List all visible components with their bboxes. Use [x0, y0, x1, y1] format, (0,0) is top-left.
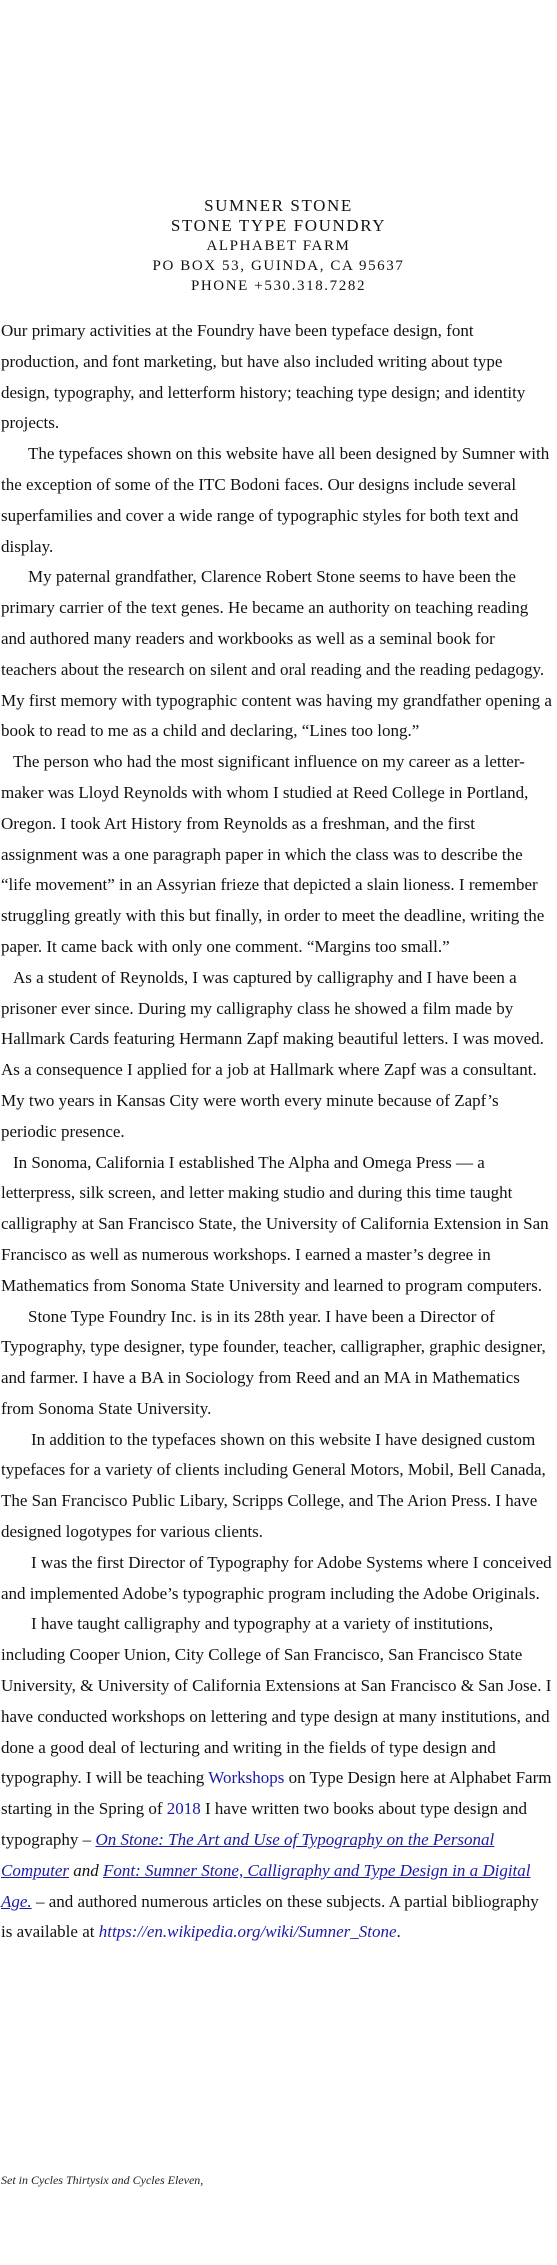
header-name: SUMNER STONE [204, 196, 353, 215]
paragraph-reynolds: The person who had the most significant influence on my career as a letter-maker was Lloyd Reynolds with whom I studied at Reed College in Portland, Oregon. I took Art History from Reynolds as a freshman, and the first assignment was a one paragraph paper in which the class was to describe the “life movement” in an Assyrian frieze that depicted a slain lioness. I remember struggling greatly with this but finally, in order to meet the deadline, writing the paper. It came back with only one comment. “Margins too small.” [1, 752, 545, 956]
paragraph-foundry: Stone Type Foundry Inc. is in its 28th year. I have been a Director of Typography, type designer, type founder, teacher, calligrapher, graphic designer, and farmer. I have a BA in Sociology from Reed and an MA in Mathematics from Sonoma State University. [1, 1306, 546, 1418]
wikipedia-link[interactable]: https://en.wikipedia.org/wiki/Sumner_Stone [98, 1922, 397, 1942]
book-link-on-stone[interactable]: On Stone: The Art and Use of Typography on the Personal Computer [1, 1830, 495, 1880]
paragraph-activities: Our primary activities at the Foundry have been typeface design, font production, and font marketing, but have also included writing about type design, typography, and letterform history; teaching type design; and identity projects. [1, 321, 526, 433]
teaching-text: I have taught calligraphy and typography at a variety of institutions, including Cooper Union, City College of San Francisco, San Francisco State University, & University of California Extensions at San Francisco & San Jose. I have conducted workshops on lettering and type design at many institutions, and done a good deal of lecturing and writing in the fields of type design and typography. I will be teaching [1, 1614, 552, 1788]
paragraph-adobe: I was the first Director of Typography for Adobe Systems where I conceived and implemented Adobe’s typographic program including the Adobe Originals. [1, 1552, 552, 1603]
paragraph-calligraphy: As a student of Reynolds, I was captured by calligraphy and I have been a prisoner ever since. During my calligraphy class he showed a film made by Hallmark Cards featuring Hermann Zapf making beautiful letters. I was moved. As a consequence I applied for a job at Hallmark where Zapf was a consultant. My two years in Kansas City were worth every minute because of Zapf’s periodic presence. [1, 967, 544, 1141]
about-text [1, 316, 554, 1948]
year-link[interactable]: 2018 [166, 1799, 201, 1819]
teaching-text-4: – and authored numerous articles on these subjects. A partial bibliography is available at [1, 1891, 539, 1942]
header-address: PO BOX 53, GUINDA, CA 95637 [152, 258, 405, 274]
header-company: STONE TYPE FOUNDRY [170, 216, 387, 235]
book-conjunction: and [69, 1860, 103, 1880]
teaching-text-2: on Type Design here at Alphabet Farm starting in the Spring of [1, 1768, 552, 1819]
book-link-font[interactable]: Font: Sumner Stone, Calligraphy and Type Design in a Digital Age. [1, 1860, 531, 1911]
teaching-text-end: . [396, 1922, 401, 1942]
paragraph-sonoma: In Sonoma, California I established The Alpha and Omega Press — a letterpress, silk screen, and letter making studio and during this time taught calligraphy at San Francisco State, the University of California Extension in San Francisco as well as numerous workshops. I earned a master’s degree in Mathematics from Sonoma State University and learned to program computers. [1, 1152, 549, 1295]
paragraph-typefaces: The typefaces shown on this website have all been designed by Sumner with the exception of some of the ITC Bodoni faces. Our designs include several superfamilies and cover a wide range of typographic styles for both text and display. [1, 444, 550, 556]
workshops-link[interactable]: Workshops [208, 1768, 285, 1788]
typeface-credit: Set in Cycles Thirtysix and Cycles Eleven, [1, 2173, 204, 2187]
paragraph-custom-typefaces: In addition to the typefaces shown on this website I have designed custom typefaces for a variety of clients including General Motors, Mobil, Bell Canada, The San Francisco Public Libary, Scripps College, and The Arion Press. I have designed logotypes for various clients. [1, 1429, 546, 1542]
foundry-header [0, 196, 557, 296]
teaching-text-3: I have written two books about type design and typography – [1, 1799, 527, 1850]
paragraph-teaching [1, 1609, 554, 1948]
paragraph-grandfather: My paternal grandfather, Clarence Robert Stone seems to have been the primary carrier of the text genes. He became an authority on teaching reading and authored many readers and workbooks as well as a seminal book for teachers about the research on silent and oral reading and the reading pedagogy. My first memory with typographic content was having my grandfather opening a book to read to me as a child and declaring, “Lines too long.” [1, 567, 552, 741]
header-farm: ALPHABET FARM [206, 238, 351, 254]
header-phone: PHONE +530.318.7282 [190, 278, 367, 294]
